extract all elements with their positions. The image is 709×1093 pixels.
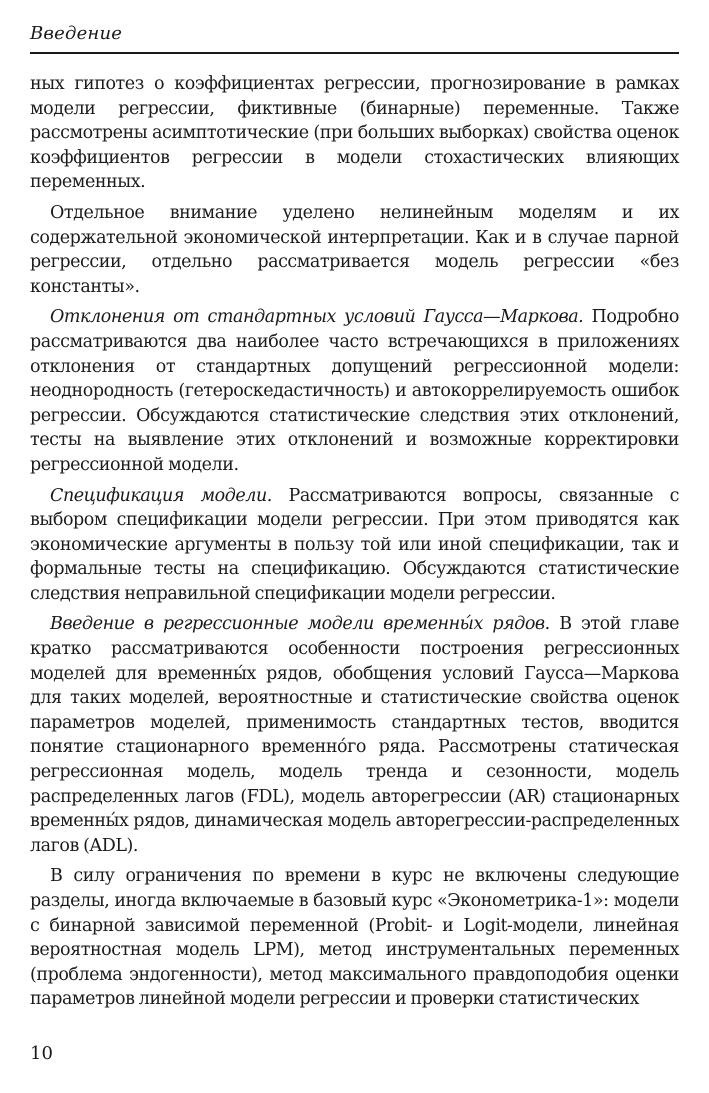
- paragraph-2: [30, 201, 679, 299]
- running-head: Введение: [30, 23, 123, 44]
- paragraph-4-lead: Спецификация модели.: [50, 485, 272, 506]
- paragraph-1-text: ных гипотез о коэффициентах регрессии, прогнозирование в рамках модели регрессии, фиктивные (бинарные) переменные. Также рассмотрены асимптотические (при больших выборках) свойства оценок коэффициентов регрессии в модели стохастических влияющих переменных.: [30, 74, 679, 193]
- paragraph-5-text: В этой главе кратко рассматриваются особенности построения регрессионных моделей для временны́х рядов, обобщения условий Гаусса—Маркова для таких моделей, вероятностные и статистические свойства оценок параметров моделей, применимость стандартных тестов, вводится понятие стационарного временно́го ряда. Рассмотрены статическая регрессионная модель, модель тренда и сезонности, модель распределенных лагов (FDL), модель авторегрессии (AR) стационарных временны́х рядов, динамическая модель авторегрессии-распределенных лагов (ADL).: [30, 614, 679, 856]
- paragraph-4-text: Рассматриваются вопросы, связанные с выбором спецификации модели регрессии. При этом приводятся как экономические аргументы в пользу той или иной спецификации, так и формальные тесты на спецификацию. Обсуждаются статистические следствия неправильной спецификации модели регрессии.: [30, 485, 679, 604]
- paragraph-3-lead: Отклонения от стандартных условий Гаусса—Маркова.: [50, 307, 584, 328]
- page-number: 10: [30, 1043, 53, 1064]
- paragraph-6: [30, 864, 679, 1012]
- paragraph-3: [30, 305, 679, 477]
- paragraph-6-text: В силу ограничения по времени в курс не включены следующие разделы, иногда включаемые в базовый курс «Эконометрика-1»: модели с бинарной зависимой переменной (Probit- и Logit-модели, линейная вероятностная модель LPM), метод инструментальных переменных (проблема эндогенности), метод максимального правдоподобия оценки параметров линейной модели регрессии и проверки статистических: [30, 866, 679, 1010]
- paragraph-1: [30, 72, 679, 195]
- paragraph-5: [30, 612, 679, 858]
- paragraph-3-text: Подробно рассматриваются два наиболее часто встречающихся в приложениях отклонения от стандартных допущений регрессионной модели: неоднородность (гетероскедастичность) и автокоррелируемость ошибок регрессии. Обсуждаются статистические следствия этих отклонений, тесты на выявление этих отклонений и возможные корректировки регрессионной модели.: [30, 307, 679, 475]
- paragraph-4: [30, 484, 679, 607]
- header-rule: [30, 52, 679, 54]
- paragraph-5-lead: Введение в регрессионные модели временны́х рядов.: [50, 614, 550, 635]
- body-text: [30, 72, 679, 1018]
- paragraph-2-text: Отдельное внимание уделено нелинейным моделям и их содержательной экономической интерпретации. Как и в случае парной регрессии, отдельно рассматривается модель регрессии «без константы».: [30, 202, 679, 297]
